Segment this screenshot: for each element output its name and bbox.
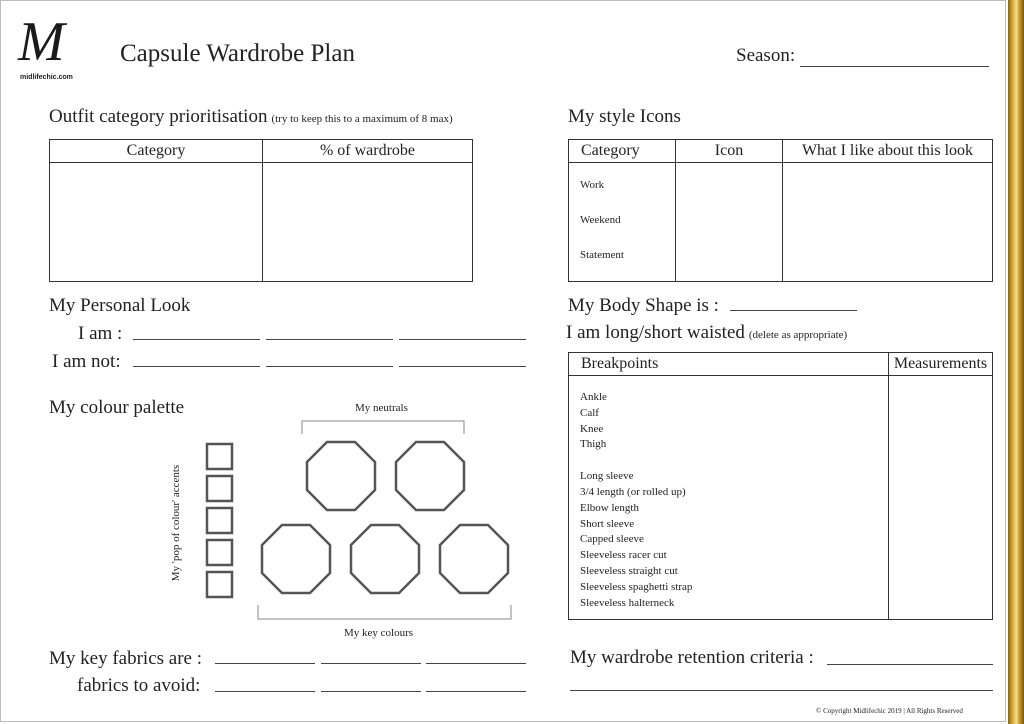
accent-swatch-3 [207,508,232,533]
avoid-fabric-field-3[interactable] [426,691,526,692]
logo-mark: M [18,11,65,73]
list-item: Sleeveless spaghetti strap [580,580,693,593]
style-icons-heading: My style Icons [568,106,681,127]
outfit-heading: Outfit category prioritisation (try to keep this to a maximum of 8 max) [49,106,453,127]
avoid-fabric-field-1[interactable] [215,691,315,692]
retention-heading: My wardrobe retention criteria : [570,647,814,668]
list-item: Ankle [580,391,607,403]
list-item: Elbow length [580,501,639,514]
style-col-like: What I like about this look [783,140,992,163]
outfit-col-category: Category [50,140,262,163]
list-item: Knee [580,422,604,435]
key-colour-swatch-2 [351,525,419,593]
waisted-note: (delete as appropriate) [748,329,848,341]
list-item: Sleeveless racer cut [580,549,667,562]
key-colour-swatch-3 [440,525,508,593]
body-shape-heading: My Body Shape is : [568,295,719,316]
style-row-statement: Statement [580,249,624,261]
accents-label: My 'pop of colour' accents [170,464,182,582]
list-item: Long sleeve [580,470,634,483]
accent-swatch-2 [207,476,232,501]
logo-site: midlifechic.com [20,74,73,81]
accent-swatch-4 [207,540,232,565]
fabrics-avoid-label: fabrics to avoid: [77,675,201,696]
list-item: Capped sleeve [580,533,644,546]
key-fabric-field-3[interactable] [426,663,526,664]
outfit-col-percent: % of wardrobe [263,140,472,163]
breakpoints-col: Breakpoints [569,353,888,376]
style-row-weekend: Weekend [580,214,621,226]
palette-heading: My colour palette [49,397,185,418]
personal-look-heading: My Personal Look [49,295,191,316]
accent-swatch-1 [207,444,232,469]
style-row-work: Work [580,179,605,191]
list-item: Thigh [580,438,607,451]
key-fabrics-label: My key fabrics are : [49,648,202,669]
key-colour-swatch-1 [262,525,330,593]
copyright: © Copyright Midlifechic 2019 | All Rights Reserved [816,707,963,715]
list-item: Sleeveless straight cut [580,564,678,577]
outfit-note: (try to keep this to a maximum of 8 max) [271,113,453,125]
season-label: Season: [736,45,796,66]
waisted-label: I am long/short waisted [566,322,745,343]
neutral-swatch-1 [307,442,375,510]
i-am-label: I am : [78,323,123,344]
style-col-icon: Icon [676,140,782,163]
neutrals-bracket [302,421,464,434]
retention-field-2[interactable] [570,690,993,691]
key-colours-label: My key colours [344,627,414,639]
neutrals-label: My neutrals [355,402,408,414]
page-title: Capsule Wardrobe Plan [120,40,355,67]
key-colours-bracket [258,605,511,619]
list-item: Sleeveless halterneck [580,596,675,609]
style-col-category: Category [569,140,675,163]
retention-field-1[interactable] [827,664,993,665]
key-fabric-field-1[interactable] [215,663,315,664]
key-fabric-field-2[interactable] [321,663,421,664]
neutral-swatch-2 [396,442,464,510]
avoid-fabric-field-2[interactable] [321,691,421,692]
accent-swatch-5 [207,572,232,597]
i-am-not-label: I am not: [52,351,121,372]
list-item: 3/4 length (or rolled up) [580,485,686,498]
list-item: Short sleeve [580,517,635,530]
measurements-col: Measurements [889,353,992,376]
list-item: Calf [580,406,599,419]
